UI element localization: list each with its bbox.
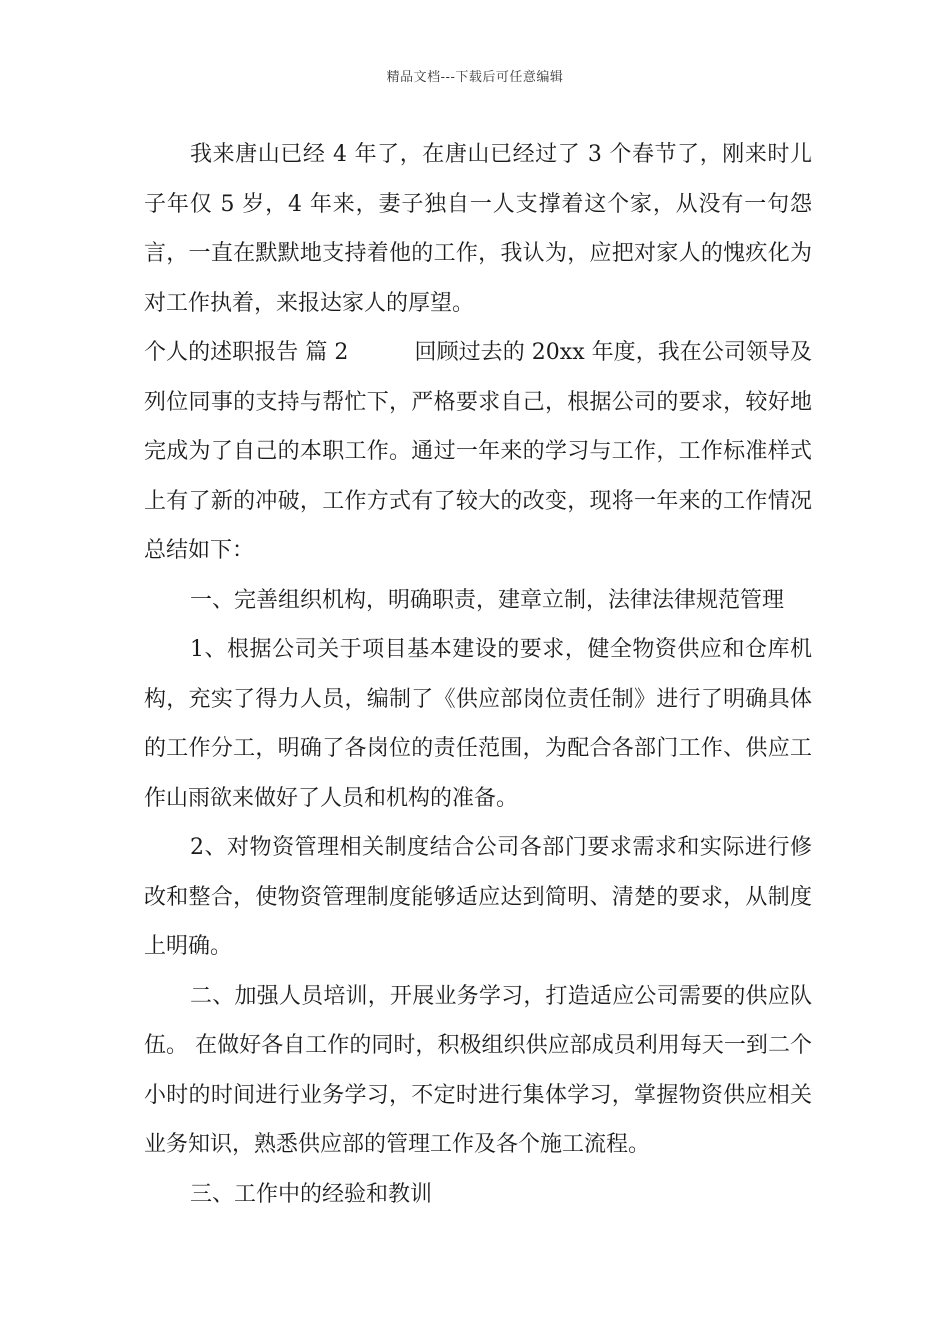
paragraph-3: 1、根据公司关于项目基本建设的要求，健全物资供应和仓库机构，充实了得力人员，编制了《供应部岗位责任制》进行了明确具体的工作分工，明确了各岗位的责任范围，为配合各部门工作、供应工作山雨欲来做好了人员和机构的准备。 xyxy=(144,637,812,811)
section-heading-2: 二、加强人员培训，开展业务学习，打造适应公司需要的供应队伍。 在做好各自工作的同时，积极组织供应部成员利用每天一到二个小时的时间进行业务学习，不定时进行集体学习，掌握物资供应相关业务知识，熟悉供应部的管理工作及各个施工流程。 xyxy=(144,983,812,1157)
paragraph-2: 个人的述职报告 篇 2 回顾过去的 20xx 年度，我在公司领导及列位同事的支持与帮忙下，严格要求自己，根据公司的要求，较好地完成为了自己的本职工作。通过一年来的学习与工作，工作标准样式上有了新的冲破，工作方式有了较大的改变，现将一年来的工作情况总结如下： xyxy=(144,340,812,563)
page-header: 精品文档---下载后可任意编辑 xyxy=(386,70,564,85)
paragraph-1: 我来唐山已经 4 年了，在唐山已经过了 3 个春节了，刚来时儿子年仅 5 岁，4 年来，妻子独自一人支撑着这个家，从没有一句怨言，一直在默默地支持着他的工作，我认为，应把对家人的愧疚化为对工作执着，来报达家人的厚望。 xyxy=(144,142,812,316)
section-heading-3: 三、工作中的经验和教训 xyxy=(190,1181,433,1207)
document-body xyxy=(144,130,812,1219)
paragraph-4: 2、对物资管理相关制度结合公司各部门要求需求和实际进行修改和整合，使物资管理制度能够适应达到简明、清楚的要求，从制度上明确。 xyxy=(144,835,812,959)
section-heading-1: 一、完善组织机构，明确职责，建章立制，法律法律规范管理 xyxy=(190,587,785,613)
